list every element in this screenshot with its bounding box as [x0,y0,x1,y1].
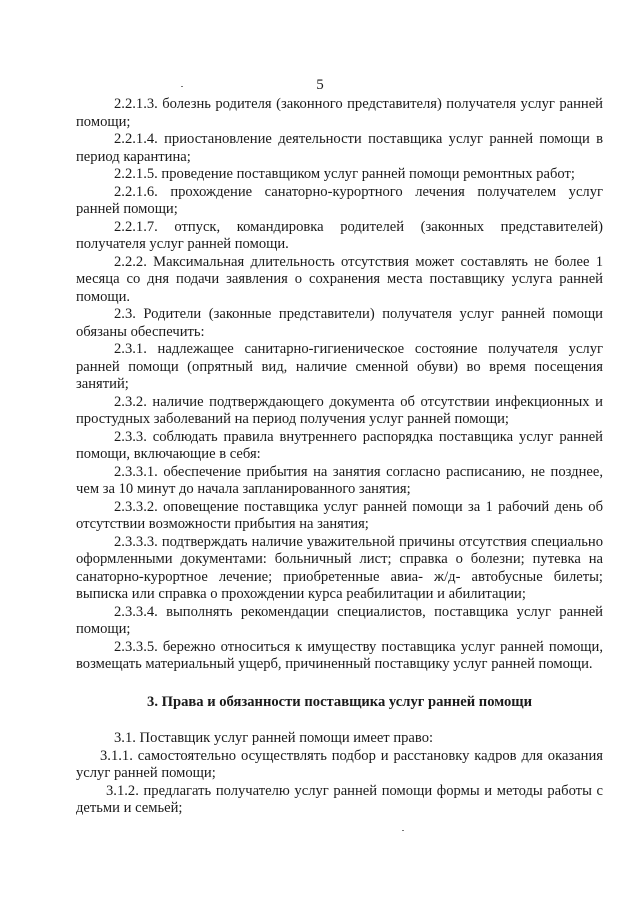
paragraph-2-2-1-5: 2.2.1.5. проведение поставщиком услуг ранней помощи ремонтных работ; [114,166,575,182]
paragraph-3-1: 3.1. Поставщик услуг ранней помощи имеет право: [114,730,434,746]
paragraph-2-2-1-7: 2.2.1.7. отпуск, командировка родителей (законных представителей) получателя услуг ранней помощи. [76,218,603,252]
paragraph-2-3-3-5: 2.3.3.5. бережно относиться к имуществу поставщика услуг ранней помощи, возмещать материальный ущерб, причиненный поставщику услуг ранней помощи. [76,638,603,672]
paragraph-2-3-2: 2.3.2. наличие подтверждающего документа об отсутствии инфекционных и простудных заболеваний на период получения услуг ранней помощи; [76,393,603,427]
scan-speck [402,830,404,831]
paragraph-2-3-3-1: 2.3.3.1. обеспечение прибытия на занятия согласно расписанию, не позднее, чем за 10 минут до начала запланированного занятия; [76,463,603,497]
paragraph-2-3-1: 2.3.1. надлежащее санитарно-гигиеническое состояние получателя услуг ранней помощи (опрятный вид, наличие сменной обуви) во время посещения занятий; [76,341,603,392]
page-number: 5 [316,77,324,93]
paragraph-2-3-3-4: 2.3.3.4. выполнять рекомендации специалистов, поставщика услуг ранней помощи; [76,603,603,637]
section-heading: 3. Права и обязанности поставщика услуг ранней помощи [147,693,532,710]
paragraph-2-3-3-3: 2.3.3.3. подтверждать наличие уважительной причины отсутствия специально оформленными документами: больничный лист; справка о болезни; путевка на санаторно-курортное лечение; приобретенные авиа- ж/д- автобусные билеты; выписка или справка о прохождении курса реабилитации и абилитации; [76,533,603,602]
paragraph-2-2-2: 2.2.2. Максимальная длительность отсутствия может составлять не более 1 месяца со дня подачи заявления о сохранения места поставщику услуга ранней помощи. [76,253,603,305]
paragraph-2-2-1-6: 2.2.1.6. прохождение санаторно-курортного лечения получателем услуг ранней помощи; [76,183,603,217]
paragraph-2-2-1-4: 2.2.1.4. приостановление деятельности поставщика услуг ранней помощи в период карантина; [76,131,603,165]
paragraph-2-3: 2.3. Родители (законные представители) получателя услуг ранней помощи обязаны обеспечить: [76,306,603,340]
document-body [76,96,603,818]
paragraph-2-3-3-2: 2.3.3.2. оповещение поставщика услуг ранней помощи за 1 рабочий день об отсутствии возможности прибытия на занятия; [76,498,603,532]
paragraph-3-1-2: 3.1.2. предлагать получателю услуг ранней помощи формы и методы работы с детьми и семьей; [76,782,603,816]
scan-speck [181,86,183,87]
paragraph-3-1-1: 3.1.1. самостоятельно осуществлять подбор и расстановку кадров для оказания услуг ранней помощи; [76,747,603,781]
paragraph-2-2-1-3: 2.2.1.3. болезнь родителя (законного представителя) получателя услуг ранней помощи; [76,96,603,130]
paragraph-2-3-3: 2.3.3. соблюдать правила внутреннего распорядка поставщика услуг ранней помощи, включающие в себя: [76,428,603,462]
